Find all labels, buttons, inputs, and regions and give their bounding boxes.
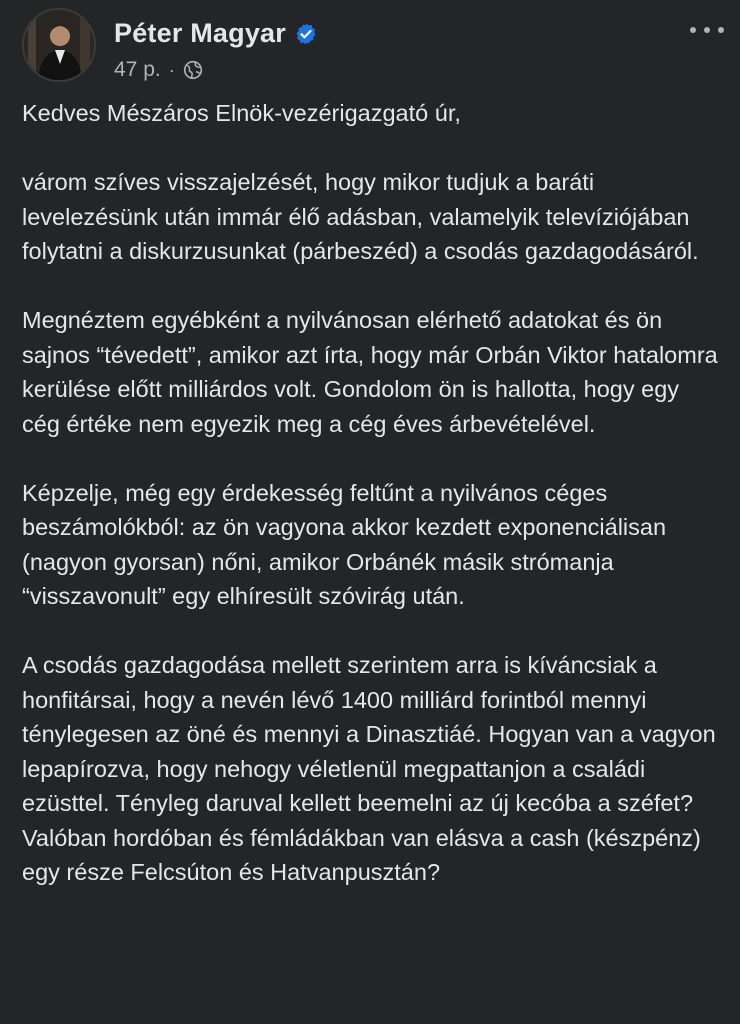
author-name[interactable]: Péter Magyar [114, 18, 286, 48]
post-header [22, 8, 722, 84]
post-paragraph: Megnéztem egyébként a nyilvánosan elérhető adatokat és ön sajnos “tévedett”, amikor azt írta, hogy már Orbán Viktor hatalomra kerülése előtt milliárdos volt. Gondolom ön is hallotta, hogy egy cég értéke nem egyezik meg a cég éves árbevételével. [22, 307, 718, 437]
verified-badge-icon [294, 22, 318, 46]
meta-separator: · [168, 59, 175, 80]
more-options-icon[interactable] [690, 18, 724, 42]
post-paragraph: Kedves Mészáros Elnök-vezérigazgató úr, [22, 100, 461, 126]
post-paragraph: várom szíves visszajelzését, hogy mikor tudjuk a baráti levelezésünk után immár élő adásban, valamelyik televíziójában folytatni a diskurzusunkat (párbeszéd) a csodás gazdagodásáról. [22, 169, 699, 264]
avatar-photo [24, 10, 94, 80]
post-paragraph: Képzelje, még egy érdekesség feltűnt a nyilvános céges beszámolókból: az ön vagyona akkor kezdett exponenciálisan (nagyon gyorsan) nőni, amikor Orbánék másik strómanja “visszavonult” egy elhíresült szóvirág után. [22, 479, 667, 609]
post-paragraph: A csodás gazdagodása mellett szerintem arra is kíváncsiak a honfitársai, hogy a nevén lévő 1400 milliárd forintból mennyi ténylegesen az öné és mennyi a Dinasztiáé. Hogyan van a vagyon lepapírozva, hogy nehogy véletlenül megpattanjon a családi ezüsttel. Tényleg daruval kellett beemelni az új kecóba a széfet? Valóban hordóban és fémládákban van elásva a cash (készpénz) egy része Felcsúton és Hatvanpusztán? [22, 652, 716, 885]
more-dot [690, 27, 696, 33]
globe-icon[interactable] [183, 60, 203, 80]
more-dot [718, 27, 724, 33]
more-dot [704, 27, 710, 33]
post-timestamp[interactable]: 47 p. [114, 58, 161, 81]
post-text [22, 96, 722, 924]
author-avatar[interactable] [22, 8, 96, 82]
